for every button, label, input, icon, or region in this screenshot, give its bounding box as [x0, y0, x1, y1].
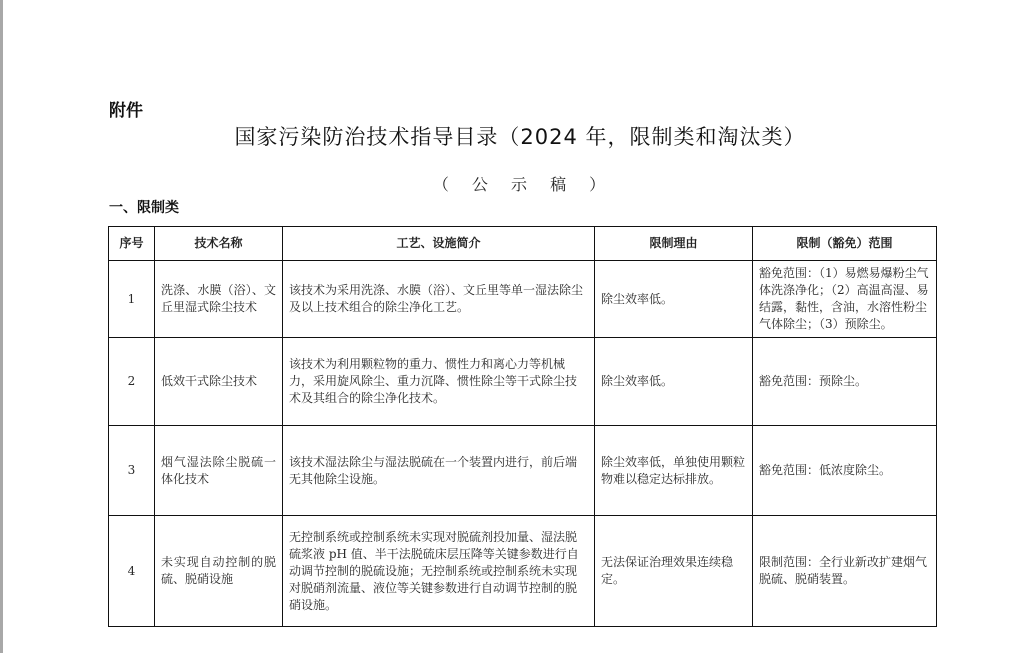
- restriction-scope: 豁免范围：（1）易燃易爆粉尘气体洗涤净化；（2）高温高湿、易结露，黏性，含油，水溶性粉尘气体除尘；（3）预除尘。: [753, 261, 937, 338]
- column-header-description: 工艺、设施简介: [283, 227, 595, 261]
- restriction-reason: 除尘效率低，单独使用颗粒物难以稳定达标排放。: [595, 426, 753, 516]
- technology-description: 该技术为利用颗粒物的重力、惯性力和离心力等机械力，采用旋风除尘、重力沉降、惯性除尘等干式除尘技术及其组合的除尘净化技术。: [283, 338, 595, 426]
- document-title: 国家污染防治技术指导目录（2024 年，限制类和淘汰类）: [234, 125, 806, 149]
- technology-name: 未实现自动控制的脱硫、脱硝设施: [155, 516, 283, 627]
- row-index: 3: [109, 426, 155, 516]
- section-heading: 一、限制类: [109, 200, 179, 216]
- technology-description: 无控制系统或控制系统未实现对脱硫剂投加量、湿法脱硫浆液 pH 值、半干法脱硫床层压降等关键参数进行自动调节控制的脱硫设施；无控制系统或控制系统未实现对脱硝剂流量、液位等关键参数进行自动调节控制的脱硝设施。: [283, 516, 595, 627]
- restricted-technology-table: [108, 226, 937, 627]
- restriction-scope: 限制范围：全行业新改扩建烟气脱硫、脱硝装置。: [753, 516, 937, 627]
- restriction-scope: 豁免范围：预除尘。: [753, 338, 937, 426]
- table-row: [109, 261, 937, 338]
- restriction-reason: 除尘效率低。: [595, 261, 753, 338]
- table-row: [109, 426, 937, 516]
- page-left-border: [0, 0, 3, 653]
- technology-description: 该技术为采用洗涤、水膜（浴）、文丘里等单一湿法除尘及以上技术组合的除尘净化工艺。: [283, 261, 595, 338]
- technology-name: 洗涤、水膜（浴）、文丘里湿式除尘技术: [155, 261, 283, 338]
- restriction-scope: 豁免范围：低浓度除尘。: [753, 426, 937, 516]
- attachment-label: 附件: [109, 101, 143, 121]
- column-header-reason: 限制理由: [595, 227, 753, 261]
- restriction-reason: 除尘效率低。: [595, 338, 753, 426]
- row-index: 1: [109, 261, 155, 338]
- row-index: 4: [109, 516, 155, 627]
- technology-name: 烟气湿法除尘脱硫一体化技术: [155, 426, 283, 516]
- column-header-scope: 限制（豁免）范围: [753, 227, 937, 261]
- technology-name: 低效干式除尘技术: [155, 338, 283, 426]
- technology-description: 该技术湿法除尘与湿法脱硫在一个装置内进行，前后端无其他除尘设施。: [283, 426, 595, 516]
- document-subtitle: （ 公 示 稿 ）: [432, 175, 608, 194]
- table-row: [109, 516, 937, 627]
- restriction-reason: 无法保证治理效果连续稳定。: [595, 516, 753, 627]
- table-header-row: [109, 227, 937, 261]
- row-index: 2: [109, 338, 155, 426]
- column-header-name: 技术名称: [155, 227, 283, 261]
- table-row: [109, 338, 937, 426]
- column-header-index: 序号: [109, 227, 155, 261]
